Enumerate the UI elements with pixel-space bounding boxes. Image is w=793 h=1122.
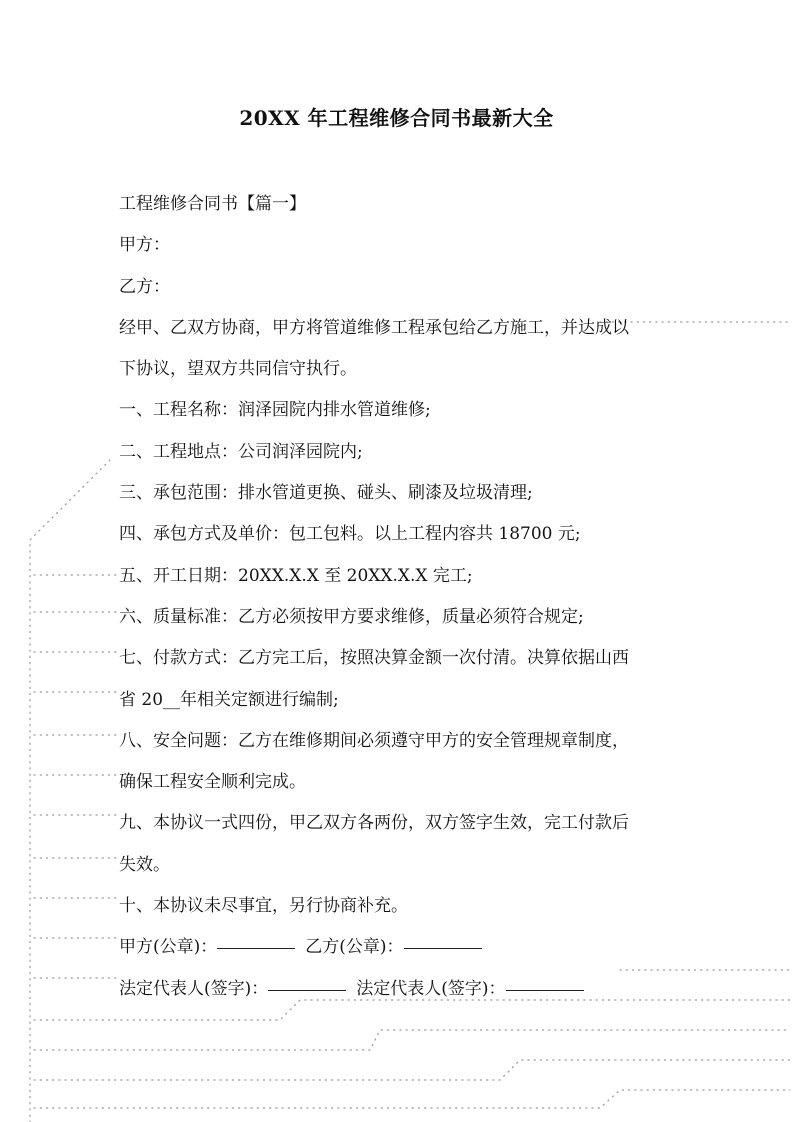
seal-row — [119, 927, 679, 968]
party-a-seal-label: 甲方(公章)： — [119, 937, 218, 958]
clause-payment-cont: 省 20__年相关定额进行编制; — [119, 689, 339, 710]
representative-row — [119, 969, 679, 1010]
clause-quality: 六、质量标准：乙方必须按甲方要求维修，质量必须符合规定; — [119, 606, 584, 627]
party-b-rep-blank — [506, 972, 584, 991]
document-title: 20XX 年工程维修合同书最新大全 — [239, 106, 554, 130]
party-a-rep-blank — [268, 972, 346, 991]
paragraph-line: 经甲、乙双方协商，甲方将管道维修工程承包给乙方施工，并达成以 — [119, 317, 629, 338]
paragraph-line: 下协议，望双方共同信守执行。 — [119, 359, 357, 380]
clause-copies-cont: 失效。 — [119, 854, 170, 875]
party-b-rep-label: 法定代表人(签字)： — [356, 978, 506, 999]
clause-start-date: 五、开工日期：20XX.X.X 至 20XX.X.X 完工; — [119, 565, 473, 586]
party-a-line: 甲方： — [119, 235, 170, 256]
clause-project-location: 二、工程地点：公司润泽园院内; — [119, 441, 363, 462]
party-a-seal-blank — [217, 930, 295, 949]
clause-copies: 九、本协议一式四份，甲乙双方各两份，双方签字生效，完工付款后 — [119, 813, 629, 834]
clause-contract-method: 四、承包方式及单价：包工包料。以上工程内容共 18700 元; — [119, 524, 581, 545]
party-b-seal-label: 乙方(公章)： — [305, 937, 404, 958]
clause-safety-cont: 确保工程安全顺利完成。 — [119, 772, 306, 793]
clause-project-name: 一、工程名称：润泽园院内排水管道维修; — [119, 400, 431, 421]
clause-scope: 三、承包范围：排水管道更换、碰头、刷漆及垃圾清理; — [119, 483, 533, 504]
section-heading: 工程维修合同书【篇一】 — [119, 194, 306, 214]
document-body — [119, 184, 679, 1010]
party-b-seal-blank — [404, 930, 482, 949]
clause-safety: 八、安全问题：乙方在维修期间必须遵守甲方的安全管理规章制度， — [119, 730, 629, 751]
party-b-line: 乙方： — [119, 276, 170, 297]
clause-supplement: 十、本协议未尽事宜，另行协商补充。 — [119, 896, 408, 917]
clause-payment: 七、付款方式：乙方完工后，按照决算金额一次付清。决算依据山西 — [119, 648, 629, 669]
party-a-rep-label: 法定代表人(签字)： — [119, 978, 269, 999]
